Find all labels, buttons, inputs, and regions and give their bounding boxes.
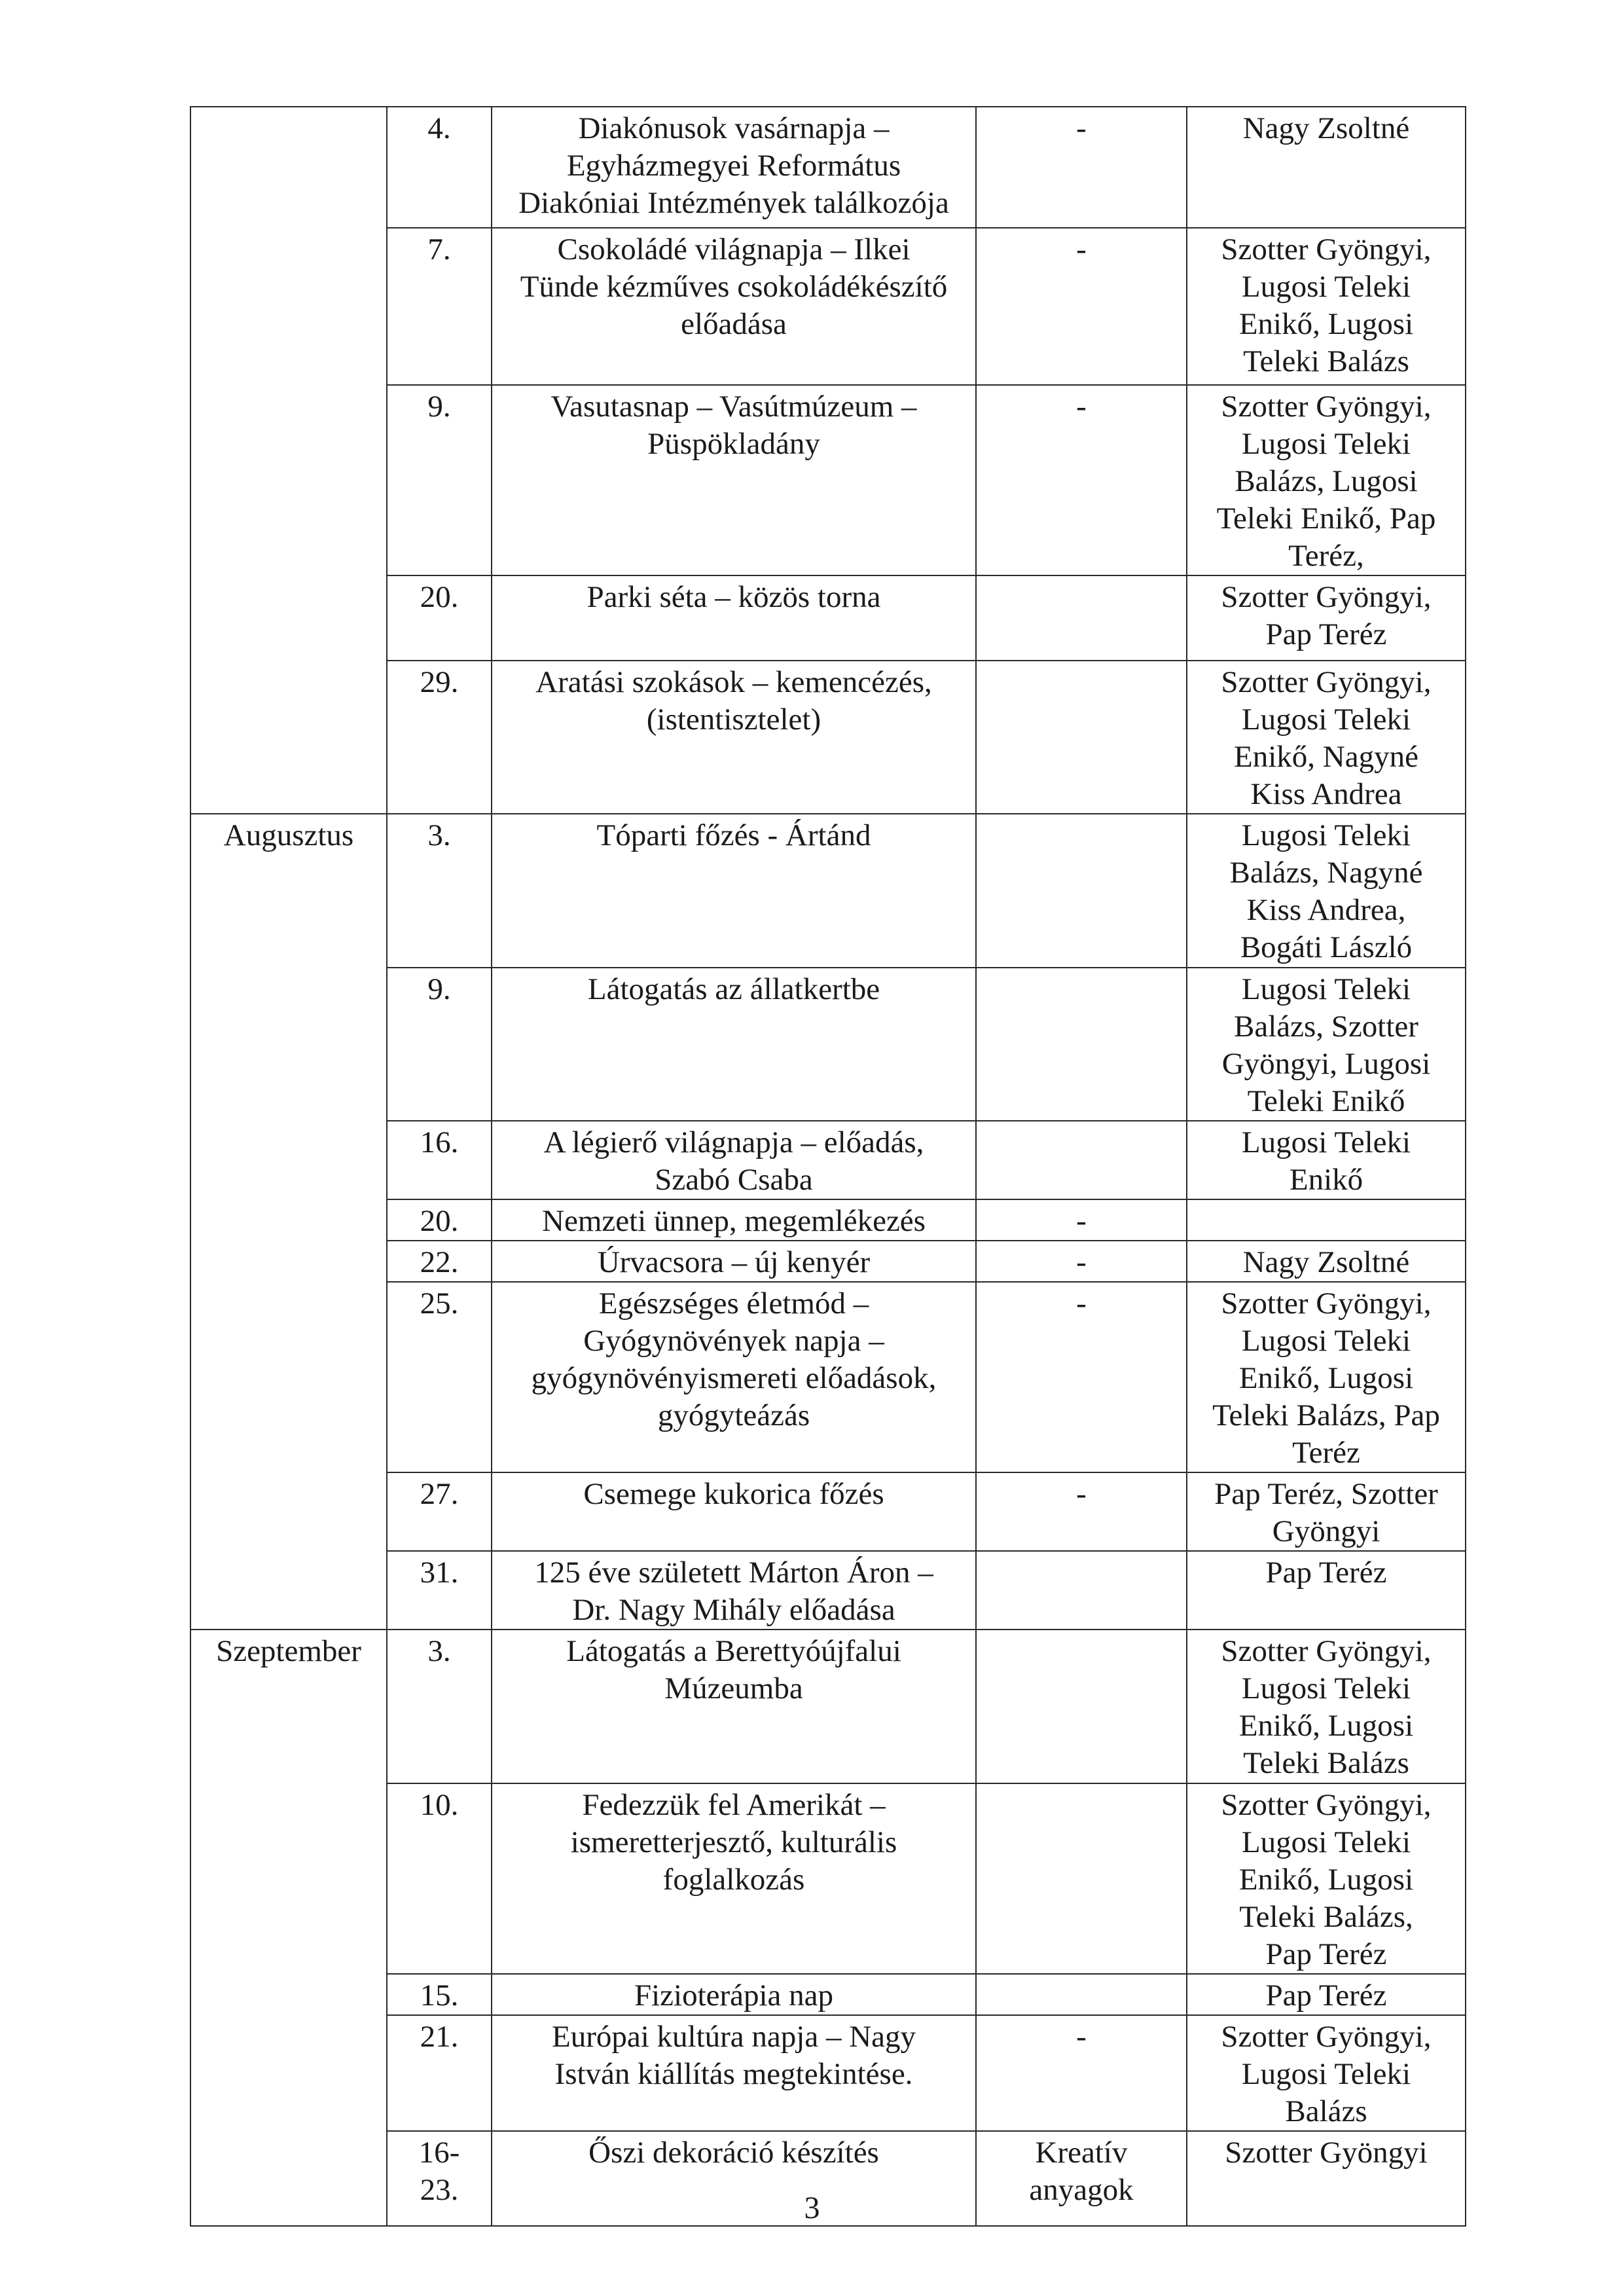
- event-cell: Fizioterápia nap: [492, 1974, 976, 2015]
- day-cell: 10.: [387, 1783, 492, 1974]
- day-cell: 9.: [387, 968, 492, 1121]
- event-cell: Úrvacsora – új kenyér: [492, 1241, 976, 1282]
- day-cell: 21.: [387, 2015, 492, 2131]
- schedule-table-body: [190, 107, 1466, 2226]
- day-cell: 20.: [387, 575, 492, 661]
- event-cell: 125 éve született Márton Áron – Dr. Nagy Mihály előadása: [492, 1551, 976, 1630]
- responsible-cell: Nagy Zsoltné: [1187, 1241, 1466, 1282]
- materials-cell: [976, 661, 1187, 814]
- event-cell: Egészséges életmód – Gyógynövények napja – gyógynövényismereti előadások, gyógyteázás: [492, 1282, 976, 1472]
- materials-cell: -: [976, 107, 1187, 228]
- responsible-cell: Lugosi Teleki Balázs, Szotter Gyöngyi, Lugosi Teleki Enikő: [1187, 968, 1466, 1121]
- materials-cell: -: [976, 1199, 1187, 1241]
- event-cell: Látogatás az állatkertbe: [492, 968, 976, 1121]
- day-cell: 15.: [387, 1974, 492, 2015]
- day-cell: 4.: [387, 107, 492, 228]
- materials-cell: [976, 1121, 1187, 1199]
- responsible-cell: Szotter Gyöngyi, Lugosi Teleki Enikő, Lugosi Teleki Balázs: [1187, 1630, 1466, 1783]
- day-cell: 27.: [387, 1472, 492, 1551]
- event-cell: Látogatás a Berettyóújfalui Múzeumba: [492, 1630, 976, 1783]
- event-cell: Aratási szokások – kemencézés, (istentisztelet): [492, 661, 976, 814]
- materials-cell: [976, 814, 1187, 968]
- materials-cell: [976, 1974, 1187, 2015]
- responsible-cell: Pap Teréz: [1187, 1551, 1466, 1630]
- day-cell: 7.: [387, 228, 492, 385]
- month-cell: Szeptember: [190, 1630, 387, 2226]
- event-cell: Diakónusok vasárnapja – Egyházmegyei Református Diakóniai Intézmények találkozója: [492, 107, 976, 228]
- materials-cell: -: [976, 385, 1187, 575]
- month-cell: Augusztus: [190, 814, 387, 1630]
- event-cell: Csemege kukorica főzés: [492, 1472, 976, 1551]
- responsible-cell: [1187, 1199, 1466, 1241]
- event-cell: Fedezzük fel Amerikát – ismeretterjesztő, kulturális foglalkozás: [492, 1783, 976, 1974]
- responsible-cell: Szotter Gyöngyi, Lugosi Teleki Balázs: [1187, 2015, 1466, 2131]
- materials-cell: [976, 1630, 1187, 1783]
- day-cell: 31.: [387, 1551, 492, 1630]
- materials-cell: [976, 1551, 1187, 1630]
- day-cell: 22.: [387, 1241, 492, 1282]
- materials-cell: [976, 968, 1187, 1121]
- responsible-cell: Lugosi Teleki Balázs, Nagyné Kiss Andrea, Bogáti László: [1187, 814, 1466, 968]
- responsible-cell: Szotter Gyöngyi, Lugosi Teleki Enikő, Nagyné Kiss Andrea: [1187, 661, 1466, 814]
- day-cell: 3.: [387, 814, 492, 968]
- event-cell: Tóparti főzés - Ártánd: [492, 814, 976, 968]
- materials-cell: Kreatív anyagok: [976, 2131, 1187, 2226]
- responsible-cell: Szotter Gyöngyi: [1187, 2131, 1466, 2226]
- event-cell: Európai kultúra napja – Nagy István kiállítás megtekintése.: [492, 2015, 976, 2131]
- materials-cell: [976, 575, 1187, 661]
- day-cell: 16.: [387, 1121, 492, 1199]
- responsible-cell: Pap Teréz, Szotter Gyöngyi: [1187, 1472, 1466, 1551]
- month-cell: [190, 107, 387, 814]
- event-cell: Csokoládé világnapja – Ilkei Tünde kézműves csokoládékészítő előadása: [492, 228, 976, 385]
- event-cell: A légierő világnapja – előadás, Szabó Csaba: [492, 1121, 976, 1199]
- materials-cell: -: [976, 228, 1187, 385]
- responsible-cell: Pap Teréz: [1187, 1974, 1466, 2015]
- materials-cell: -: [976, 1282, 1187, 1472]
- table-row: [190, 107, 1466, 228]
- materials-cell: -: [976, 2015, 1187, 2131]
- day-cell: 9.: [387, 385, 492, 575]
- day-cell: 3.: [387, 1630, 492, 1783]
- responsible-cell: Szotter Gyöngyi, Lugosi Teleki Enikő, Lugosi Teleki Balázs, Pap Teréz: [1187, 1783, 1466, 1974]
- responsible-cell: Szotter Gyöngyi, Lugosi Teleki Enikő, Lugosi Teleki Balázs, Pap Teréz: [1187, 1282, 1466, 1472]
- table-row: [190, 814, 1466, 968]
- materials-cell: -: [976, 1472, 1187, 1551]
- day-cell: 25.: [387, 1282, 492, 1472]
- materials-cell: -: [976, 1241, 1187, 1282]
- responsible-cell: Lugosi Teleki Enikő: [1187, 1121, 1466, 1199]
- table-row: [190, 1630, 1466, 1783]
- day-cell: 16- 23.: [387, 2131, 492, 2226]
- day-cell: 20.: [387, 1199, 492, 1241]
- event-cell: Nemzeti ünnep, megemlékezés: [492, 1199, 976, 1241]
- responsible-cell: Nagy Zsoltné: [1187, 107, 1466, 228]
- responsible-cell: Szotter Gyöngyi, Lugosi Teleki Enikő, Lugosi Teleki Balázs: [1187, 228, 1466, 385]
- event-cell: Őszi dekoráció készítés: [492, 2131, 976, 2226]
- event-cell: Parki séta – közös torna: [492, 575, 976, 661]
- responsible-cell: Szotter Gyöngyi, Lugosi Teleki Balázs, Lugosi Teleki Enikő, Pap Teréz,: [1187, 385, 1466, 575]
- day-cell: 29.: [387, 661, 492, 814]
- event-cell: Vasutasnap – Vasútmúzeum – Püspökladány: [492, 385, 976, 575]
- materials-cell: [976, 1783, 1187, 1974]
- page-number: 3: [804, 2191, 820, 2225]
- schedule-table: [190, 106, 1466, 2227]
- responsible-cell: Szotter Gyöngyi, Pap Teréz: [1187, 575, 1466, 661]
